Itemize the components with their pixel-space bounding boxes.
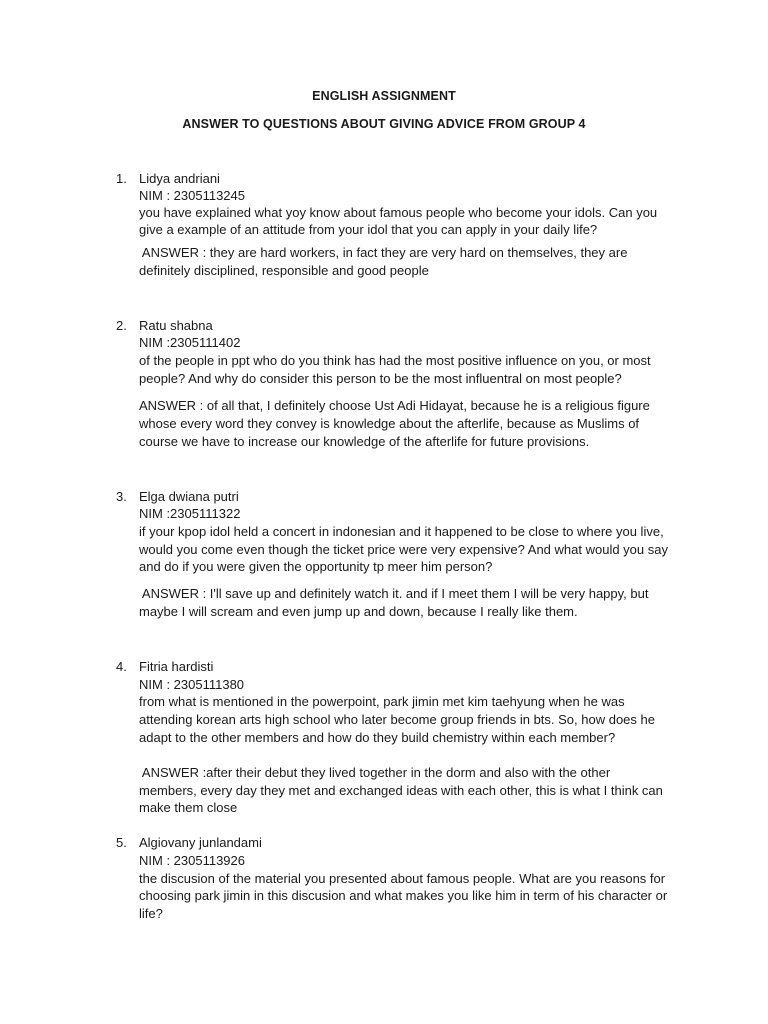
- answer-line: maybe I will scream and even jump up and down, because I really like them.: [139, 604, 578, 619]
- student-name: Fitria hardisti: [139, 659, 214, 674]
- student-nim: NIM : 2305113926: [139, 853, 245, 868]
- answer-line: ANSWER : I'll save up and definitely watch it. and if I meet them I will be very happy, but: [139, 586, 649, 601]
- answer-line: ANSWER : they are hard workers, in fact they are very hard on themselves, they are: [139, 245, 628, 260]
- question-line: attending korean arts high school who later become group friends in bts. So, how does he: [139, 712, 655, 727]
- question-line: the discusion of the material you presented about famous people. What are you reasons for: [139, 871, 666, 886]
- student-nim: NIM :2305111322: [139, 506, 241, 521]
- student-nim: NIM : 2305113245: [139, 188, 245, 203]
- answer-line: ANSWER :after their debut they lived together in the dorm and also with the other: [139, 765, 611, 780]
- answer-line: definitely disciplined, responsible and good people: [139, 263, 429, 278]
- item-number: 3.: [116, 489, 127, 504]
- item-number: 2.: [116, 318, 127, 333]
- answer-line: whose every word they convey is knowledge about the afterlife, because as Muslims of: [139, 416, 640, 431]
- item-number: 5.: [116, 835, 127, 850]
- item-number: 4.: [116, 659, 127, 674]
- question-line: of the people in ppt who do you think has had the most positive influence on you, or most: [139, 353, 651, 368]
- question-line: choosing park jimin in this discusion and what makes you like him in term of his character or: [139, 888, 668, 903]
- student-name: Ratu shabna: [139, 318, 213, 333]
- student-name: Lidya andriani: [139, 171, 220, 186]
- answer-line: course we have to increase our knowledge of the afterlife for future provisions.: [139, 434, 590, 449]
- question-line: life?: [139, 906, 163, 921]
- student-nim: NIM : 2305111380: [139, 677, 245, 692]
- question-line: people? And why do consider this person to be the most influentral on most people?: [139, 371, 622, 386]
- document-title: ENGLISH ASSIGNMENT: [312, 89, 456, 103]
- question-line: from what is mentioned in the powerpoint, park jimin met kim taehyung when he was: [139, 694, 625, 709]
- question-line: and do if you were given the opportunity tp meer him person?: [139, 559, 493, 574]
- question-line: would you come even though the ticket price were very expensive? And what would you say: [139, 542, 668, 557]
- item-number: 1.: [116, 171, 127, 186]
- question-line: you have explained what yoy know about famous people who become your idols. Can you: [139, 205, 658, 220]
- student-name: Elga dwiana putri: [139, 489, 239, 504]
- student-nim: NIM :2305111402: [139, 335, 241, 350]
- question-line: give a example of an attitude from your idol that you can apply in your daily life?: [139, 222, 598, 237]
- question-line: if your kpop idol held a concert in indonesian and it happened to be close to where you live,: [139, 524, 664, 539]
- answer-line: ANSWER : of all that, I definitely choose Ust Adi Hidayat, because he is a religious figure: [139, 398, 650, 413]
- document-subtitle: ANSWER TO QUESTIONS ABOUT GIVING ADVICE FROM GROUP 4: [182, 117, 586, 131]
- answer-line: members, every day they met and exchanged ideas with each other, this is what I think can: [139, 783, 663, 798]
- answer-line: make them close: [139, 800, 238, 815]
- student-name: Algiovany junlandami: [139, 835, 262, 850]
- question-line: adapt to the other members and how do they build chemistry within each member?: [139, 730, 616, 745]
